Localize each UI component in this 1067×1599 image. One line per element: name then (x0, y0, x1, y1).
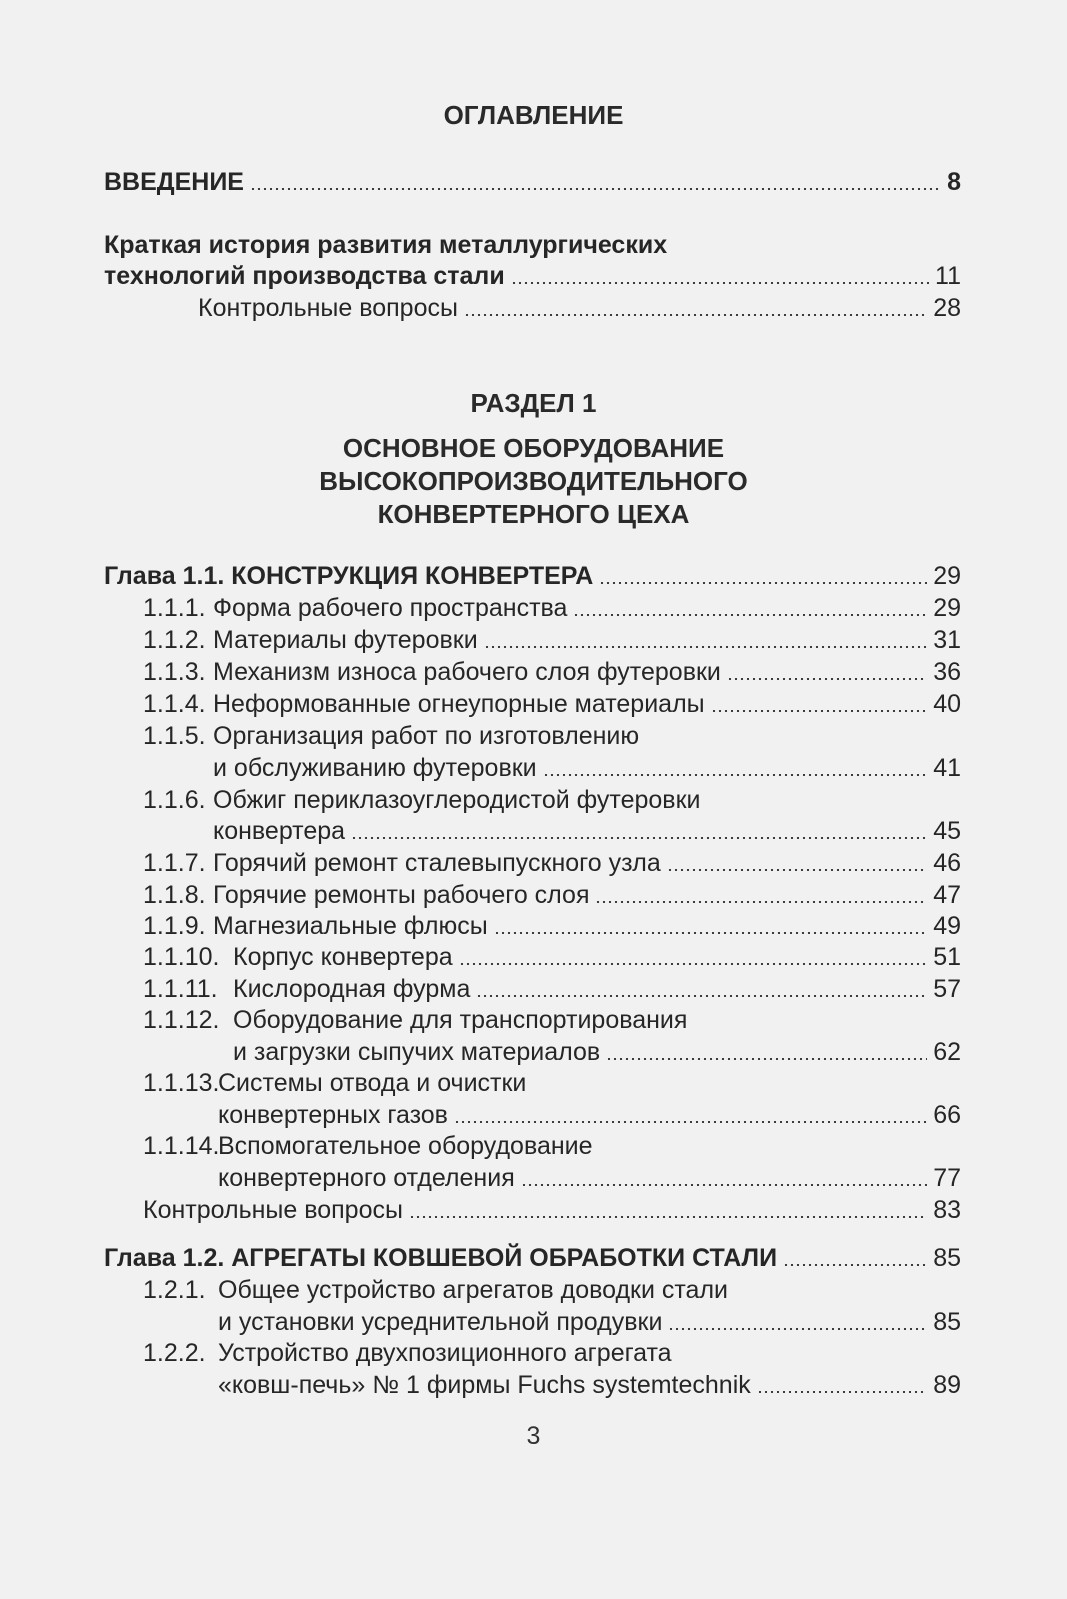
leader-dots (250, 188, 941, 190)
toc-entry-history-questions[interactable] (198, 292, 961, 324)
leader-dots (595, 901, 927, 903)
entry-page: 47 (933, 881, 961, 909)
entry-number: 1.2.1. (143, 1276, 206, 1304)
entry-label-cont: конвертера (213, 817, 346, 845)
toc-entry-1-1-6-line1 (143, 784, 701, 816)
toc-entry-1-1-13[interactable] (218, 1099, 961, 1131)
entry-page: 45 (933, 817, 961, 845)
leader-dots (351, 837, 927, 839)
entry-label-cont: конвертерных газов (218, 1101, 448, 1129)
toc-entry-1-1-8[interactable] (143, 879, 961, 911)
entry-label: ВВЕДЕНИЕ (104, 168, 244, 196)
entry-page: 31 (933, 626, 961, 654)
entry-label: Глава 1.1. КОНСТРУКЦИЯ КОНВЕРТЕРА (104, 562, 594, 590)
leader-dots (727, 678, 927, 680)
entry-label-cont: конвертерного отделения (218, 1164, 515, 1192)
toc-entry-1-1-12-line1 (143, 1004, 687, 1036)
toc-entry-1-2-1[interactable] (218, 1306, 961, 1338)
toc-entry-1-1-14-line1 (143, 1130, 593, 1162)
leader-dots (454, 1121, 927, 1123)
toc-entry-1-1-6[interactable] (213, 815, 961, 847)
entry-page: 40 (933, 690, 961, 718)
entry-number: 1.1.3. (143, 658, 206, 686)
leader-dots (757, 1391, 927, 1393)
entry-page: 83 (933, 1196, 961, 1224)
leader-dots (667, 869, 927, 871)
entry-page: 8 (947, 168, 961, 196)
entry-number: 1.1.10. (143, 943, 220, 971)
toc-entry-1-1-7[interactable] (143, 847, 961, 879)
entry-number: 1.1.14. (143, 1132, 220, 1160)
entry-page: 62 (933, 1038, 961, 1066)
entry-page: 29 (933, 562, 961, 590)
toc-entry-1-1-4[interactable] (143, 688, 961, 720)
entry-page: 66 (933, 1101, 961, 1129)
leader-dots (511, 282, 929, 284)
leader-dots (543, 774, 928, 776)
toc-entry-1-1-2[interactable] (143, 624, 961, 656)
leader-dots (459, 963, 928, 965)
entry-label: Оборудование для транспортирования (233, 1006, 688, 1034)
entry-number: 1.1.12. (143, 1006, 220, 1034)
entry-number: 1.1.7. (143, 849, 206, 877)
toc-entry-1-1-13-line1 (143, 1067, 526, 1099)
entry-label-cont: и установки усреднительной продувки (218, 1308, 663, 1336)
toc-entry-1-2-2-line1 (143, 1337, 672, 1369)
entry-label: Кислородная фурма (233, 975, 471, 1003)
section-title-line1: ОСНОВНОЕ ОБОРУДОВАНИЕ (342, 433, 725, 463)
leader-dots (494, 932, 928, 934)
leader-dots (599, 582, 927, 584)
entry-number: 1.1.2. (143, 626, 206, 654)
entry-number: 1.1.6. (143, 786, 206, 814)
entry-page: 57 (933, 975, 961, 1003)
entry-label: Организация работ по изготовлению (213, 722, 640, 750)
toc-title: ОГЛАВЛЕНИЕ (443, 100, 624, 130)
entry-label: Системы отвода и очистки (218, 1069, 527, 1097)
entry-page: 49 (933, 912, 961, 940)
leader-dots (484, 646, 928, 648)
entry-page: 29 (933, 594, 961, 622)
toc-entry-chapter-1-1[interactable] (104, 560, 961, 592)
toc-entry-1-1-11[interactable] (143, 973, 961, 1005)
toc-entry-1-1-3[interactable] (143, 656, 961, 688)
entry-page: 51 (933, 943, 961, 971)
entry-label-cont: «ковш-печь» № 1 фирмы Fuchs systemtechnik (218, 1371, 751, 1399)
entry-page: 41 (933, 754, 961, 782)
leader-dots (668, 1328, 927, 1330)
entry-page: 89 (933, 1371, 961, 1399)
toc-entry-1-2-2[interactable] (218, 1369, 961, 1401)
toc-entry-chapter-1-1-questions[interactable] (143, 1194, 961, 1226)
toc-entry-1-2-1-line1 (143, 1274, 728, 1306)
toc-entry-1-1-12[interactable] (233, 1036, 961, 1068)
section-label: РАЗДЕЛ 1 (470, 388, 597, 418)
entry-page: 28 (933, 294, 961, 322)
entry-number: 1.1.9. (143, 912, 206, 940)
leader-dots (606, 1058, 927, 1060)
entry-number: 1.1.13. (143, 1069, 220, 1097)
entry-label-cont: и загрузки сыпучих материалов (233, 1038, 601, 1066)
entry-number: 1.1.1. (143, 594, 206, 622)
entry-number: 1.2.2. (143, 1339, 206, 1367)
section-title-line3: КОНВЕРТЕРНОГО ЦЕХА (377, 499, 690, 529)
entry-label-cont: и обслуживанию футеровки (213, 754, 537, 782)
entry-label: Контрольные вопросы (198, 294, 458, 322)
entry-label: Вспомогательное оборудование (218, 1132, 593, 1160)
entry-label: Общее устройство агрегатов доводки стали (218, 1276, 729, 1304)
entry-label: Горячие ремонты рабочего слоя (213, 881, 590, 909)
entry-number: 1.1.4. (143, 690, 206, 718)
entry-label: Магнезиальные флюсы (213, 912, 488, 940)
page-number: 3 (526, 1422, 541, 1450)
leader-dots (464, 314, 927, 316)
toc-entry-1-1-5-line1 (143, 720, 639, 752)
toc-entry-history[interactable] (104, 260, 961, 292)
entry-page: 36 (933, 658, 961, 686)
entry-label: Механизм износа рабочего слоя футеровки (213, 658, 721, 686)
entry-label: Материалы футеровки (213, 626, 478, 654)
entry-page: 85 (933, 1308, 961, 1336)
entry-label: Неформованные огнеупорные материалы (213, 690, 705, 718)
entry-label: Устройство двухпозиционного агрегата (218, 1339, 672, 1367)
toc-entry-1-1-10[interactable] (143, 941, 961, 973)
entry-label: Контрольные вопросы (143, 1196, 403, 1224)
leader-dots (783, 1264, 927, 1266)
leader-dots (409, 1216, 927, 1218)
entry-label: Горячий ремонт сталевыпускного узла (213, 849, 661, 877)
toc-entry-1-1-14[interactable] (218, 1162, 961, 1194)
entry-label: Обжиг периклазоуглеродистой футеровки (213, 786, 701, 814)
leader-dots (711, 710, 928, 712)
toc-entry-1-1-9[interactable] (143, 910, 961, 942)
leader-dots (476, 995, 927, 997)
entry-label: Глава 1.2. АГРЕГАТЫ КОВШЕВОЙ ОБРАБОТКИ СТАЛИ (104, 1244, 778, 1272)
entry-page: 46 (933, 849, 961, 877)
toc-entry-1-1-5[interactable] (213, 752, 961, 784)
entry-label: Корпус конвертера (233, 943, 453, 971)
toc-entry-intro[interactable] (104, 166, 961, 198)
leader-dots (521, 1184, 927, 1186)
entry-label: технологий производства стали (104, 262, 505, 290)
entry-number: 1.1.11. (143, 975, 218, 1003)
entry-page: 77 (933, 1164, 961, 1192)
toc-entry-chapter-1-2[interactable] (104, 1242, 961, 1274)
section-title-line2: ВЫСОКОПРОИЗВОДИТЕЛЬНОГО (319, 466, 748, 496)
history-title-line1: Краткая история развития металлургических (104, 231, 668, 259)
entry-number: 1.1.8. (143, 881, 206, 909)
entry-number: 1.1.5. (143, 722, 206, 750)
leader-dots (573, 614, 927, 616)
toc-entry-1-1-1[interactable] (143, 592, 961, 624)
entry-label: Форма рабочего пространства (213, 594, 568, 622)
entry-page: 11 (935, 262, 961, 290)
entry-page: 85 (933, 1244, 961, 1272)
